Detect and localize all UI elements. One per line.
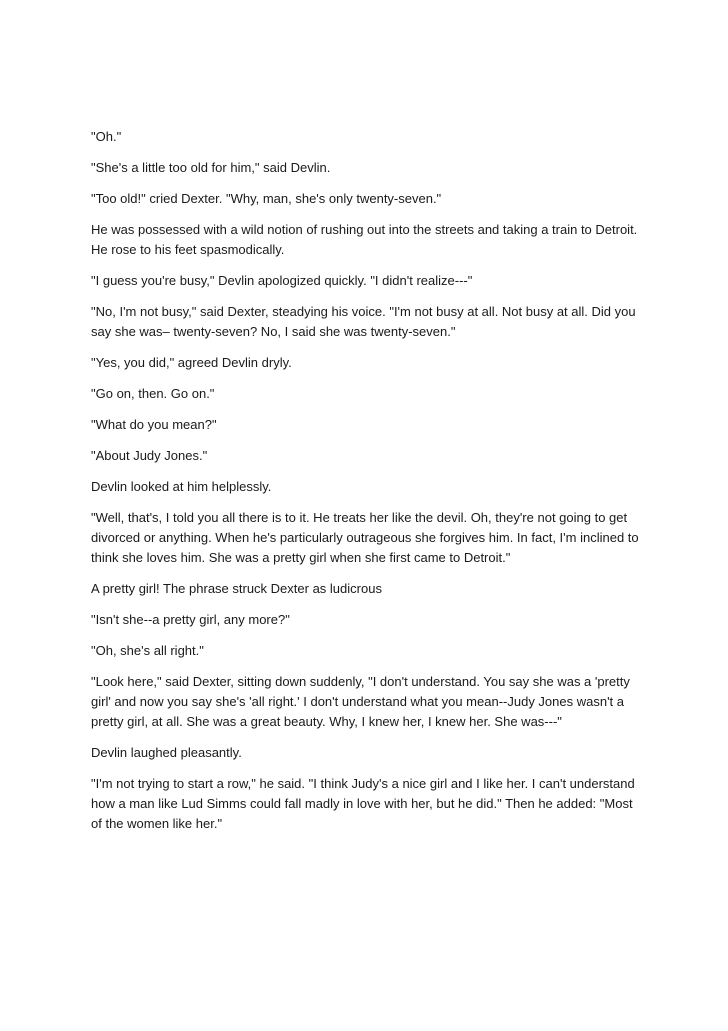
paragraph: "Yes, you did," agreed Devlin dryly. (91, 355, 292, 370)
paragraph: "Too old!" cried Dexter. "Why, man, she's only twenty-seven." (91, 191, 442, 206)
paragraph: "Oh." (91, 129, 122, 144)
paragraph: A pretty girl! The phrase struck Dexter as ludicrous (91, 581, 382, 596)
paragraph: "About Judy Jones." (91, 448, 208, 463)
paragraph: "I'm not trying to start a row," he said. "I think Judy's a nice girl and I like her. I can't understand how a man like Lud Simms could fall madly in love with her, but he did." Then he added: "Most of the women like her." (91, 776, 635, 831)
paragraph: "She's a little too old for him," said Devlin. (91, 160, 331, 175)
paragraph: "Isn't she--a pretty girl, any more?" (91, 612, 290, 627)
document-body (91, 127, 641, 845)
paragraph: He was possessed with a wild notion of rushing out into the streets and taking a train to Detroit. He rose to his feet spasmodically. (91, 222, 638, 257)
paragraph: "Well, that's, I told you all there is to it. He treats her like the devil. Oh, they're not going to get divorced or anything. When he's particularly outrageous she forgives him. In fact, I'm inclined to think she loves him. She was a pretty girl when she first came to Detroit." (91, 510, 639, 565)
paragraph: "What do you mean?" (91, 417, 217, 432)
paragraph: "I guess you're busy," Devlin apologized quickly. "I didn't realize---" (91, 273, 473, 288)
paragraph: Devlin laughed pleasantly. (91, 745, 242, 760)
paragraph: "Oh, she's all right." (91, 643, 204, 658)
paragraph: "Look here," said Dexter, sitting down suddenly, "I don't understand. You say she was a 'pretty girl' and now you say she's 'all right.' I don't understand what you mean--Judy Jones wasn't a pretty girl, at all. She was a great beauty. Why, I knew her, I knew her. She was---" (91, 674, 630, 729)
paragraph: "Go on, then. Go on." (91, 386, 215, 401)
paragraph: Devlin looked at him helplessly. (91, 479, 272, 494)
paragraph: "No, I'm not busy," said Dexter, steadying his voice. "I'm not busy at all. Not busy at all. Did you say she was– twenty-seven? No, I said she was twenty-seven." (91, 304, 636, 339)
